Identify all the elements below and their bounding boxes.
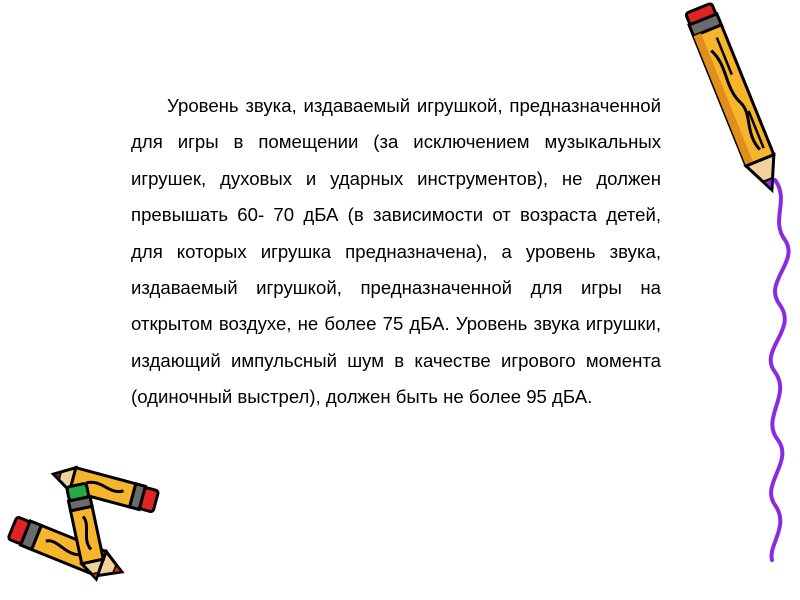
pencil-icon bbox=[685, 3, 786, 196]
scribble-line bbox=[771, 180, 789, 560]
pencils-icon bbox=[8, 463, 159, 584]
slide-paragraph: Уровень звука, издаваемый игрушкой, предназначенной для игры в помещении (за исключением музыкальных игрушек, духовых и ударных инструментов), не должен превышать 60- 70 дБА (в зависимости от возраста детей, для которых игрушка предназначена), а уровень звука, издаваемый игрушкой, предназначенной для игры на открытом воздухе, не более 75 дБА. Уровень звука игрушки, издающий импульсный шум в качестве игрового момента (одиночный выстрел), должен быть не более 95 дБА. bbox=[131, 95, 661, 408]
